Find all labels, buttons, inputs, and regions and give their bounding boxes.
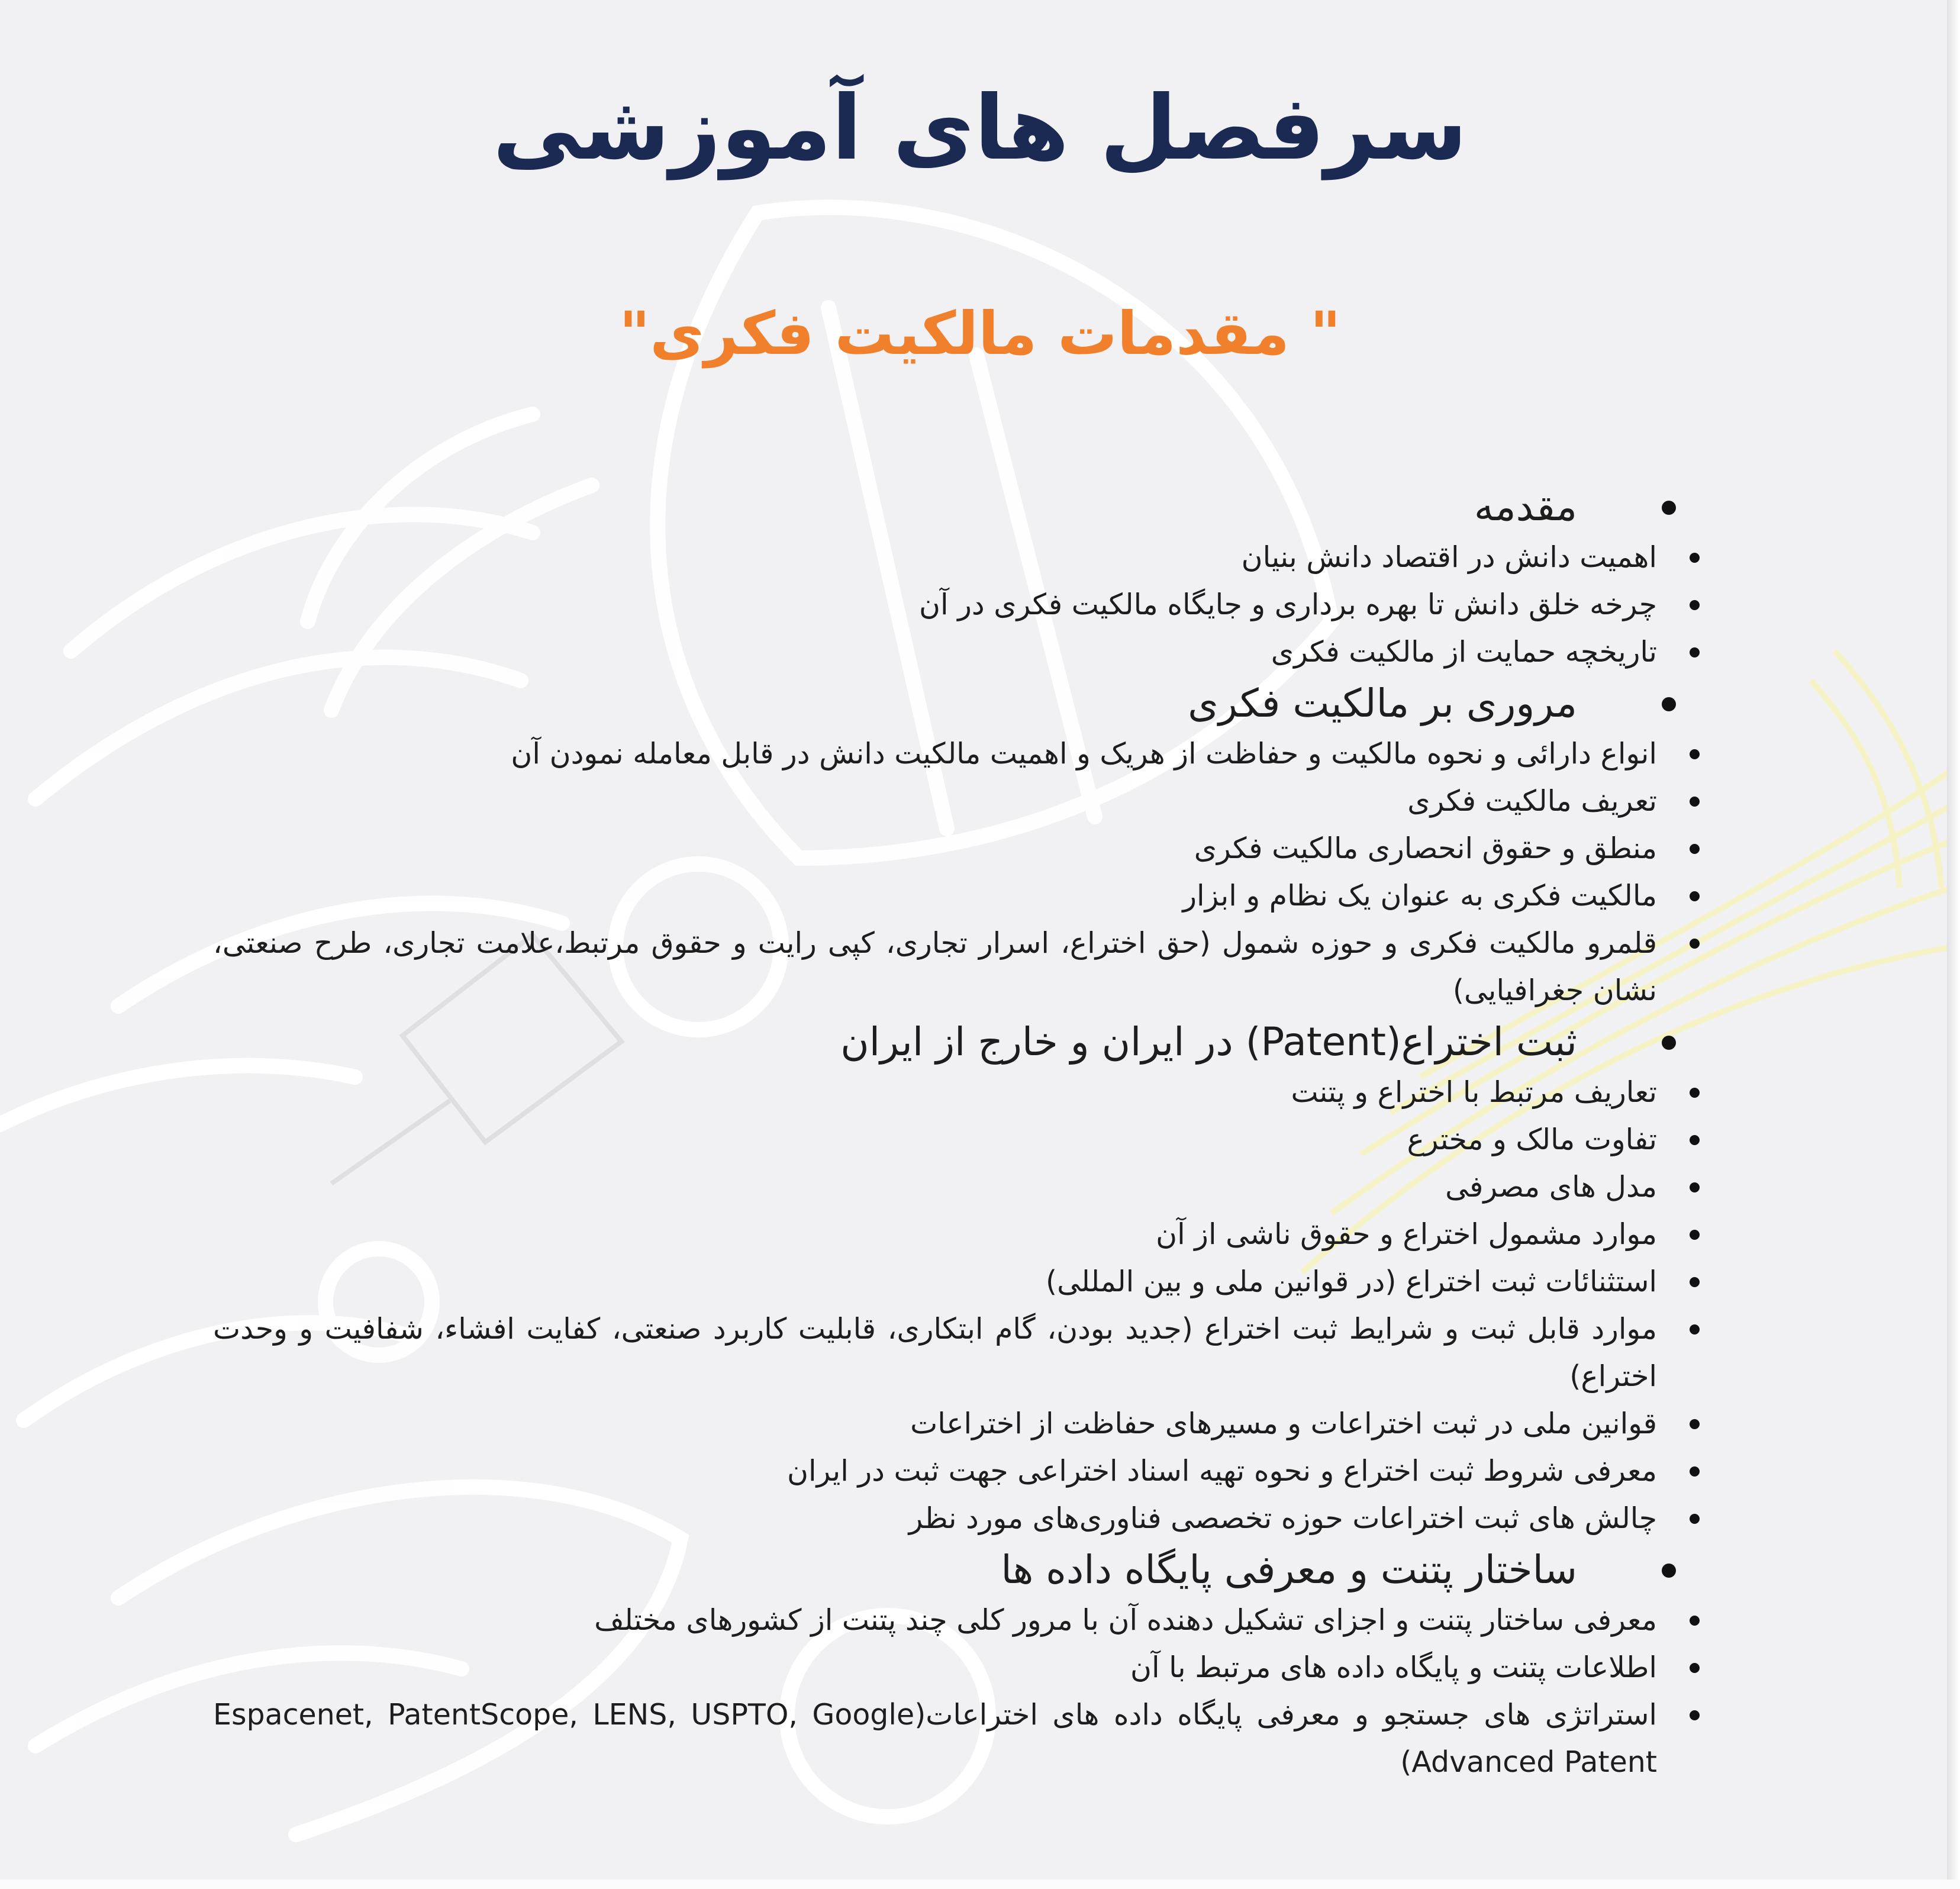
- section-ip-overview: [213, 678, 1704, 1014]
- list-item: مالکیت فکری به عنوان یک نظام و ابزار: [213, 872, 1704, 920]
- list-item: چرخه خلق دانش تا بهره برداری و جایگاه مالکیت فکری در آن: [213, 581, 1704, 628]
- list-item: چالش های ثبت اختراعات حوزه تخصصی فناوری‌های مورد نظر: [213, 1495, 1704, 1542]
- list-item: تاریخچه حمایت از مالکیت فکری: [213, 628, 1704, 676]
- list-item: انواع دارائی و نحوه مالکیت و حفاظت از هریک و اهمیت مالکیت دانش در قابل معامله نمودن آن: [213, 730, 1704, 778]
- section-patent-registration: [213, 1017, 1704, 1542]
- section-patent-structure: [213, 1545, 1704, 1786]
- list-item: قلمرو مالکیت فکری و حوزه شمول (حق اختراع، اسرار تجاری، کپی رایت و حقوق مرتبط،علامت تجاری، طرح صنعتی، نشان جغرافیایی): [213, 920, 1704, 1014]
- list-item: اطلاعات پتنت و پایگاه داده های مرتبط با آن: [213, 1644, 1704, 1691]
- list-item: اهمیت دانش در اقتصاد دانش بنیان: [213, 534, 1704, 581]
- list-item: تعاریف مرتبط با اختراع و پتنت: [213, 1069, 1704, 1116]
- list-item: استثنائات ثبت اختراع (در قوانین ملی و بین المللی): [213, 1258, 1704, 1305]
- page-subtitle: " مقدمات مالکیت فکری": [619, 299, 1341, 368]
- page-bottom-edge: [0, 1880, 1960, 1889]
- list-item: معرفی ساختار پتنت و اجزای تشکیل دهنده آن با مرور کلی چند پتنت از کشورهای مختلف: [213, 1597, 1704, 1644]
- page-edge-shadow: [1947, 0, 1960, 1889]
- list-item: موارد قابل ثبت و شرایط ثبت اختراع (جدید بودن، گام ابتکاری، قابلیت کاربرد صنعتی، کفایت افشاء، شفافیت و وحدت اختراع): [213, 1305, 1704, 1400]
- section-title: ثبت اختراع(Patent) در ایران و خارج از ایران: [213, 1017, 1704, 1068]
- list-item: تفاوت مالک و مخترع: [213, 1116, 1704, 1163]
- list-item: استراتژی های جستجو و معرفی پایگاه داده های اختراعات(Espacenet, PatentScope, LENS, USPTO, Google Advanced Patent): [213, 1691, 1704, 1786]
- list-item: منطق و حقوق انحصاری مالکیت فکری: [213, 825, 1704, 872]
- course-outline: [213, 479, 1704, 1786]
- list-item: معرفی شروط ثبت اختراع و نحوه تهیه اسناد اختراعی جهت ثبت در ایران: [213, 1448, 1704, 1495]
- list-item: تعریف مالکیت فکری: [213, 778, 1704, 825]
- list-item: قوانین ملی در ثبت اختراعات و مسیرهای حفاظت از اختراعات: [213, 1400, 1704, 1448]
- section-title: مروری بر مالکیت فکری: [213, 678, 1704, 729]
- page-title: سرفصل های آموزشی: [492, 77, 1468, 180]
- list-item: موارد مشمول اختراع و حقوق ناشی از آن: [213, 1211, 1704, 1258]
- section-title: ساختار پتنت و معرفی پایگاه داده ها: [213, 1545, 1704, 1595]
- section-intro: [213, 482, 1704, 676]
- section-title: مقدمه: [213, 482, 1704, 533]
- list-item: مدل های مصرفی: [213, 1163, 1704, 1211]
